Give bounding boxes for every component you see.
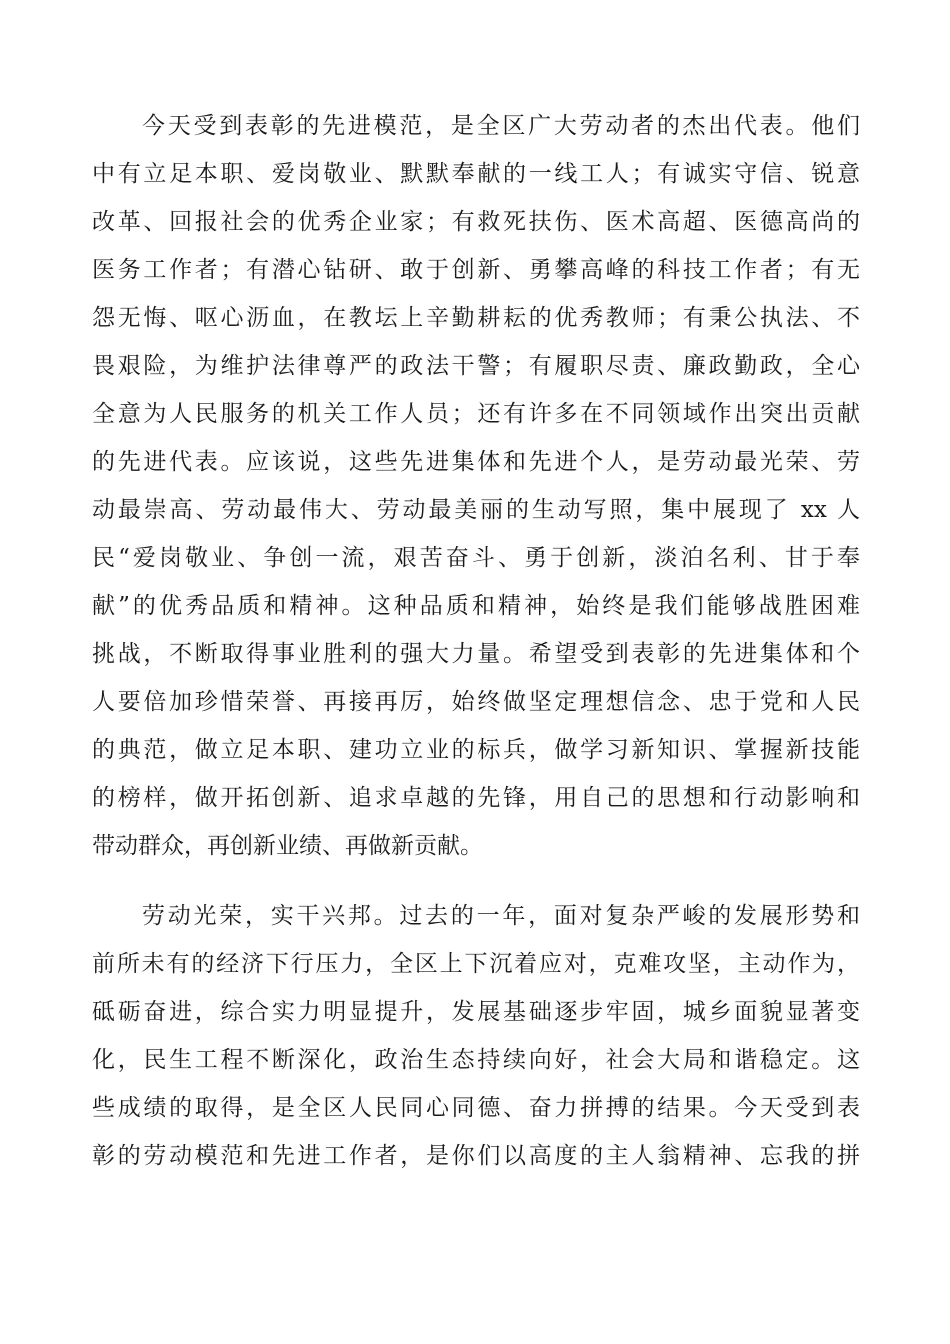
paragraph-line: 带动群众，再创新业绩、再做新贡献。 [92,833,483,859]
paragraph-line: 砥砺奋进，综合实力明显提升，发展基础逐步牢固，城乡面貌显著变 [92,999,860,1025]
paragraph-line: 彰的劳动模范和先进工作者，是你们以高度的主人翁精神、忘我的拼 [92,1143,860,1169]
paragraph-line: 的典范，做立足本职、建功立业的标兵，做学习新知识、掌握新技能 [92,737,860,763]
paragraph-line: 改革、回报社会的优秀企业家；有救死扶伤、医术高超、医德高尚的 [92,209,860,235]
paragraph-line: 的榜样，做开拓创新、追求卓越的先锋，用自己的思想和行动影响和 [92,785,860,811]
paragraph-line: 畏艰险，为维护法律尊严的政法干警；有履职尽责、廉政勤政，全心 [92,353,860,379]
paragraph-line: 全意为人民服务的机关工作人员；还有许多在不同领域作出突出贡献 [92,401,860,427]
paragraph-line: 人要倍加珍惜荣誉、再接再厉，始终做坚定理想信念、忠于党和人民 [92,689,860,715]
paragraph-line: 劳动光荣，实干兴邦。过去的一年，面对复杂严峻的发展形势和 [142,903,860,929]
paragraph-line: 化，民生工程不断深化，政治生态持续向好，社会大局和谐稳定。这 [92,1047,860,1073]
paragraph-line: 动最崇高、劳动最伟大、劳动最美丽的生动写照，集中展现了 xx 人 [92,497,860,523]
paragraph-line: 医务工作者；有潜心钻研、敢于创新、勇攀高峰的科技工作者；有无 [92,257,860,283]
paragraph-2 [92,892,860,1180]
paragraph-line: 献”的优秀品质和精神。这种品质和精神，始终是我们能够战胜困难 [92,593,860,619]
paragraph-line: 怨无悔、呕心沥血，在教坛上辛勤耕耘的优秀教师；有秉公执法、不 [92,305,860,331]
paragraph-line: 的先进代表。应该说，这些先进集体和先进个人，是劳动最光荣、劳 [92,449,860,475]
paragraph-line: 挑战，不断取得事业胜利的强大力量。希望受到表彰的先进集体和个 [92,641,860,667]
paragraph-line: 今天受到表彰的先进模范，是全区广大劳动者的杰出代表。他们 [142,113,860,139]
paragraph-line: 中有立足本职、爱岗敬业、默默奉献的一线工人；有诚实守信、锐意 [92,161,860,187]
paragraph-line: 前所未有的经济下行压力，全区上下沉着应对，克难攻坚，主动作为， [92,951,860,977]
paragraph-line: 些成绩的取得，是全区人民同心同德、奋力拼搏的结果。今天受到表 [92,1095,860,1121]
paragraph-line: 民“爱岗敬业、争创一流，艰苦奋斗、勇于创新，淡泊名利、甘于奉 [92,545,860,571]
paragraph-1 [92,102,860,870]
